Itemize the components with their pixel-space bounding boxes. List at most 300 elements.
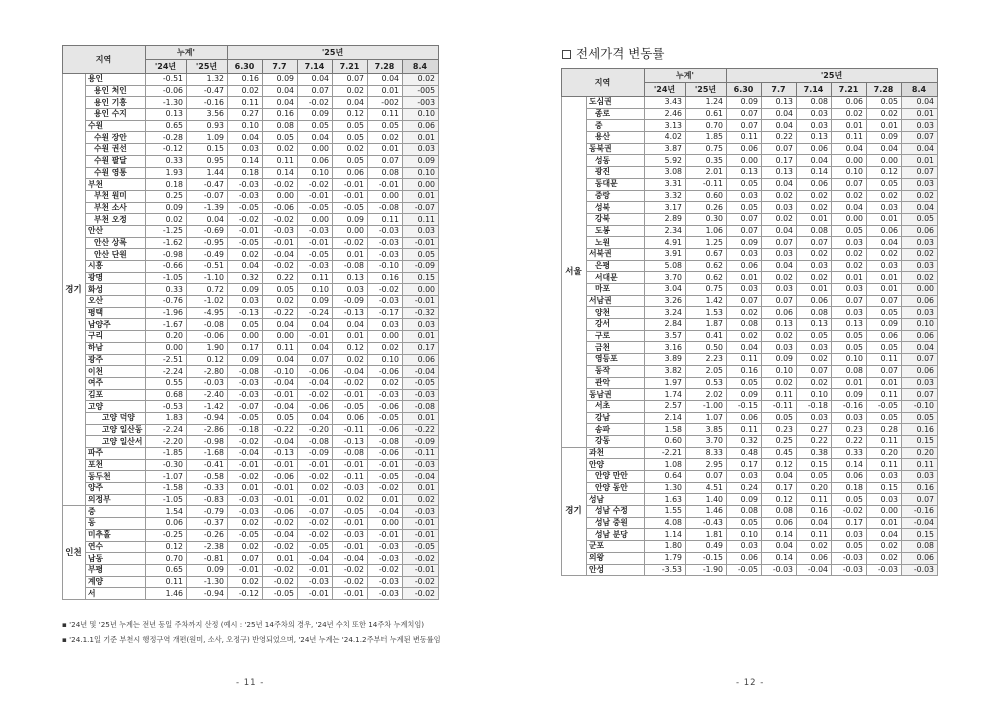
row-value-cell: 0.10 [298, 284, 333, 296]
row-value-cell: 0.11 [228, 97, 263, 109]
row-value-cell: 0.10 [298, 167, 333, 179]
row-value-cell: 0.02 [762, 330, 797, 342]
row-value-cell: 0.17 [762, 155, 797, 167]
row-region-name: 종로 [587, 108, 645, 120]
row-value-cell: -0.05 [228, 237, 263, 249]
row-value-cell: -0.02 [263, 261, 298, 273]
row-value-cell: 0.15 [902, 529, 938, 541]
row-value-cell: 3.56 [187, 109, 228, 121]
row-value-cell: 0.00 [228, 331, 263, 343]
row-value-cell: 0.08 [263, 120, 298, 132]
checkbox-square-icon [562, 50, 571, 59]
row-value-cell: -0.04 [263, 401, 298, 413]
row-value-cell: -0.01 [403, 529, 439, 541]
row-value-cell: 0.05 [902, 213, 938, 225]
row-region-name: 성남 [587, 494, 645, 506]
row-value-cell: 0.08 [797, 225, 832, 237]
table-row [63, 366, 439, 378]
row-value-cell: -0.13 [263, 448, 298, 460]
row-value-cell: 0.02 [333, 494, 368, 506]
row-value-cell: 0.01 [832, 272, 867, 284]
row-value-cell: 0.07 [902, 494, 938, 506]
footnotes [62, 620, 482, 645]
row-value-cell: 0.26 [686, 202, 727, 214]
row-value-cell: 0.06 [797, 178, 832, 190]
row-region-name: 양천 [587, 307, 645, 319]
row-value-cell: 0.01 [867, 377, 902, 389]
row-value-cell: 0.05 [333, 155, 368, 167]
row-value-cell: -0.04 [263, 529, 298, 541]
row-value-cell: 0.11 [867, 389, 902, 401]
row-value-cell: 0.03 [902, 377, 938, 389]
row-value-cell: 0.01 [797, 284, 832, 296]
row-value-cell: -0.06 [368, 401, 403, 413]
row-value-cell: -0.01 [228, 459, 263, 471]
row-value-cell: -0.53 [146, 401, 187, 413]
row-value-cell: -0.01 [333, 459, 368, 471]
row-value-cell: -0.01 [298, 564, 333, 576]
row-value-cell: -0.13 [228, 307, 263, 319]
row-value-cell: -0.66 [146, 261, 187, 273]
row-value-cell: -0.06 [263, 506, 298, 518]
row-region-name: 동북권 [587, 143, 645, 155]
row-value-cell: 0.03 [902, 471, 938, 483]
row-value-cell: 1.83 [146, 412, 187, 424]
row-value-cell: 1.53 [686, 307, 727, 319]
table-row [63, 436, 439, 448]
row-value-cell: 0.04 [902, 97, 938, 109]
row-value-cell: 0.03 [727, 471, 762, 483]
table-row [562, 424, 938, 436]
row-value-cell: 0.17 [832, 517, 867, 529]
row-value-cell: -0.05 [727, 564, 762, 576]
row-value-cell: 0.09 [146, 202, 187, 214]
table-row [63, 448, 439, 460]
row-value-cell: 0.03 [403, 319, 439, 331]
row-value-cell: 0.16 [263, 109, 298, 121]
row-value-cell: 0.04 [832, 202, 867, 214]
row-value-cell: 0.03 [762, 342, 797, 354]
row-value-cell: 0.04 [762, 120, 797, 132]
row-value-cell: -0.06 [368, 424, 403, 436]
row-value-cell: 0.01 [333, 249, 368, 261]
row-value-cell: 0.04 [797, 517, 832, 529]
row-value-cell: 0.03 [832, 307, 867, 319]
row-value-cell: -0.08 [333, 448, 368, 460]
table-row [63, 494, 439, 506]
row-value-cell: -0.11 [333, 471, 368, 483]
row-value-cell: 0.12 [333, 109, 368, 121]
row-value-cell: 0.14 [832, 459, 867, 471]
table-row [63, 564, 439, 576]
table-row [63, 588, 439, 600]
row-value-cell: 0.10 [228, 120, 263, 132]
row-value-cell: 0.03 [797, 260, 832, 272]
row-value-cell: -0.03 [867, 564, 902, 576]
row-value-cell: 0.00 [368, 331, 403, 343]
row-value-cell: 0.00 [333, 225, 368, 237]
row-value-cell: -0.02 [298, 529, 333, 541]
row-value-cell: 0.15 [867, 482, 902, 494]
table-row [562, 132, 938, 144]
row-value-cell: 0.49 [686, 541, 727, 553]
row-value-cell: 0.11 [727, 424, 762, 436]
row-value-cell: 0.01 [403, 483, 439, 495]
row-value-cell: -0.01 [403, 296, 439, 308]
row-value-cell: 0.05 [333, 132, 368, 144]
row-value-cell: -0.08 [403, 401, 439, 413]
row-value-cell: 0.16 [228, 74, 263, 86]
row-value-cell: 0.04 [228, 261, 263, 273]
table-row [63, 389, 439, 401]
row-value-cell: -1.39 [187, 202, 228, 214]
row-value-cell: 0.06 [727, 412, 762, 424]
table-row [63, 331, 439, 343]
header-week: 7.28 [368, 60, 403, 74]
row-value-cell: 0.03 [762, 202, 797, 214]
row-value-cell: 0.22 [832, 435, 867, 447]
row-value-cell: -0.05 [228, 529, 263, 541]
row-value-cell: 0.07 [333, 74, 368, 86]
row-value-cell: 0.07 [797, 365, 832, 377]
row-value-cell: -0.03 [228, 389, 263, 401]
row-value-cell: 1.80 [645, 541, 686, 553]
row-region-name: 고양 덕양 [86, 412, 146, 424]
row-value-cell: 0.75 [686, 143, 727, 155]
row-region-name: 성남 분당 [587, 529, 645, 541]
row-value-cell: 0.04 [298, 74, 333, 86]
table-row [63, 307, 439, 319]
row-value-cell: 1.79 [645, 552, 686, 564]
right-page [500, 0, 1000, 708]
row-region-name: 수원 [86, 120, 146, 132]
row-value-cell: 2.05 [686, 365, 727, 377]
row-value-cell: 0.07 [867, 365, 902, 377]
row-value-cell: 1.46 [686, 506, 727, 518]
row-value-cell: 0.03 [832, 412, 867, 424]
row-value-cell: 0.03 [368, 319, 403, 331]
row-value-cell: 1.58 [645, 424, 686, 436]
row-value-cell: 0.02 [867, 190, 902, 202]
row-value-cell: 0.04 [762, 541, 797, 553]
row-value-cell: -1.25 [146, 225, 187, 237]
row-value-cell: -0.02 [333, 564, 368, 576]
row-value-cell: 0.11 [727, 354, 762, 366]
row-value-cell: 0.11 [867, 459, 902, 471]
row-value-cell: 0.01 [867, 213, 902, 225]
row-value-cell: -0.01 [403, 237, 439, 249]
row-value-cell: 0.04 [902, 342, 938, 354]
table-row [63, 553, 439, 565]
table-row [562, 272, 938, 284]
row-value-cell: 0.03 [762, 248, 797, 260]
row-region-name: 중랑 [587, 190, 645, 202]
table-row [562, 529, 938, 541]
row-value-cell: 0.72 [187, 284, 228, 296]
row-value-cell: 0.04 [263, 319, 298, 331]
row-value-cell: 0.00 [263, 190, 298, 202]
row-value-cell: 0.02 [368, 342, 403, 354]
row-value-cell: 3.13 [645, 120, 686, 132]
row-value-cell: 1.09 [187, 132, 228, 144]
row-value-cell: 0.05 [403, 249, 439, 261]
row-value-cell: 0.05 [727, 377, 762, 389]
row-value-cell: -0.08 [228, 366, 263, 378]
row-value-cell: 0.05 [797, 330, 832, 342]
row-value-cell: 0.15 [797, 459, 832, 471]
row-value-cell: 0.08 [797, 307, 832, 319]
row-value-cell: 4.08 [645, 517, 686, 529]
row-value-cell: 0.93 [187, 120, 228, 132]
row-value-cell: -1.02 [187, 296, 228, 308]
row-region-name: 강남 [587, 412, 645, 424]
row-value-cell: 0.06 [333, 412, 368, 424]
row-value-cell: -0.03 [368, 389, 403, 401]
row-value-cell: -0.08 [368, 436, 403, 448]
table-row [562, 284, 938, 296]
row-value-cell: 4.91 [645, 237, 686, 249]
row-value-cell: -0.01 [333, 389, 368, 401]
row-value-cell: 0.03 [797, 412, 832, 424]
row-value-cell: 0.08 [832, 365, 867, 377]
row-value-cell: -0.47 [187, 85, 228, 97]
row-value-cell: 0.04 [333, 319, 368, 331]
table-row [63, 506, 439, 518]
header-region: 지역 [562, 69, 645, 97]
row-region-name: 성남 수정 [587, 506, 645, 518]
row-value-cell: -0.09 [403, 261, 439, 273]
row-value-cell: 0.04 [867, 237, 902, 249]
row-value-cell: -0.06 [368, 366, 403, 378]
row-region-name: 안양 [587, 459, 645, 471]
row-value-cell: 0.12 [762, 459, 797, 471]
row-value-cell: 0.03 [902, 307, 938, 319]
row-value-cell: -1.00 [686, 400, 727, 412]
row-value-cell: 0.06 [762, 517, 797, 529]
row-value-cell: 0.05 [263, 284, 298, 296]
row-value-cell: 0.04 [762, 260, 797, 272]
row-value-cell: -2.51 [146, 354, 187, 366]
row-value-cell: -2.86 [187, 424, 228, 436]
row-value-cell: 0.03 [403, 225, 439, 237]
row-value-cell: -0.33 [187, 483, 228, 495]
row-value-cell: 0.11 [403, 214, 439, 226]
row-value-cell: -0.05 [228, 202, 263, 214]
row-value-cell: 0.70 [146, 553, 187, 565]
row-value-cell: -0.02 [368, 284, 403, 296]
row-value-cell: -0.01 [263, 389, 298, 401]
row-region-name: 은평 [587, 260, 645, 272]
row-value-cell: 0.11 [368, 214, 403, 226]
row-value-cell: -0.04 [263, 377, 298, 389]
row-value-cell: 0.06 [902, 365, 938, 377]
row-value-cell: 0.04 [762, 225, 797, 237]
row-value-cell: 0.04 [762, 178, 797, 190]
row-value-cell: 0.06 [797, 143, 832, 155]
row-value-cell: 3.08 [645, 167, 686, 179]
row-value-cell: 0.06 [762, 307, 797, 319]
row-value-cell: 0.05 [832, 330, 867, 342]
row-value-cell: 0.03 [228, 296, 263, 308]
header-week: 6.30 [727, 83, 762, 97]
row-value-cell: 3.26 [645, 295, 686, 307]
row-value-cell: -0.03 [228, 179, 263, 191]
row-value-cell: 0.16 [797, 506, 832, 518]
row-value-cell: 0.05 [902, 412, 938, 424]
row-value-cell: 0.07 [762, 295, 797, 307]
row-value-cell: -0.04 [333, 553, 368, 565]
row-value-cell: 0.04 [263, 97, 298, 109]
table-row [63, 272, 439, 284]
row-value-cell: 0.41 [686, 330, 727, 342]
row-value-cell: 1.32 [187, 74, 228, 86]
row-value-cell: -1.42 [187, 401, 228, 413]
row-value-cell: 1.81 [686, 529, 727, 541]
table-row [63, 261, 439, 273]
row-value-cell: 0.11 [263, 155, 298, 167]
row-value-cell: 0.08 [727, 506, 762, 518]
row-value-cell: 0.09 [228, 284, 263, 296]
row-value-cell: 0.02 [762, 272, 797, 284]
row-value-cell: 0.04 [797, 155, 832, 167]
row-value-cell: 0.05 [867, 178, 902, 190]
row-value-cell: -0.03 [832, 564, 867, 576]
row-value-cell: 0.05 [832, 494, 867, 506]
table-row [63, 518, 439, 530]
row-value-cell: 0.03 [797, 108, 832, 120]
row-value-cell: -0.03 [368, 588, 403, 600]
row-value-cell: 0.02 [797, 272, 832, 284]
row-value-cell: -0.03 [902, 564, 938, 576]
row-value-cell: 0.06 [902, 552, 938, 564]
row-value-cell: -1.30 [187, 576, 228, 588]
row-region-name: 성동 [587, 155, 645, 167]
row-value-cell: 0.02 [867, 248, 902, 260]
row-value-cell: 0.07 [727, 108, 762, 120]
row-value-cell: 1.07 [686, 412, 727, 424]
row-value-cell: 0.11 [762, 389, 797, 401]
header-week: 7.28 [867, 83, 902, 97]
table-row [562, 412, 938, 424]
row-region-name: 양주 [86, 483, 146, 495]
row-value-cell: 0.07 [686, 471, 727, 483]
row-value-cell: 0.02 [797, 541, 832, 553]
row-value-cell: -0.15 [686, 552, 727, 564]
row-value-cell: -2.40 [187, 389, 228, 401]
row-value-cell: 0.09 [298, 296, 333, 308]
row-value-cell: 0.16 [727, 365, 762, 377]
row-value-cell: -0.51 [187, 261, 228, 273]
row-value-cell: -005 [403, 85, 439, 97]
row-value-cell: -0.03 [298, 261, 333, 273]
row-value-cell: 0.02 [298, 483, 333, 495]
row-region-name: 안성 [587, 564, 645, 576]
row-value-cell: 0.13 [832, 319, 867, 331]
row-value-cell: 0.10 [727, 529, 762, 541]
row-region-name: 중 [587, 120, 645, 132]
row-value-cell: 0.02 [333, 144, 368, 156]
row-value-cell: 0.06 [797, 552, 832, 564]
row-value-cell: 0.03 [762, 284, 797, 296]
row-region-name: 동두천 [86, 471, 146, 483]
row-value-cell: 0.16 [902, 482, 938, 494]
row-region-name: 광명 [86, 272, 146, 284]
row-value-cell: 0.11 [867, 354, 902, 366]
row-value-cell: -0.41 [187, 459, 228, 471]
row-value-cell: -0.17 [368, 307, 403, 319]
row-region-name: 의왕 [587, 552, 645, 564]
row-value-cell: -0.07 [228, 401, 263, 413]
row-value-cell: 0.05 [368, 120, 403, 132]
row-value-cell: -0.04 [368, 506, 403, 518]
row-region-name: 구리 [86, 331, 146, 343]
row-value-cell: 5.08 [645, 260, 686, 272]
row-value-cell: -0.94 [187, 412, 228, 424]
row-value-cell: 0.04 [263, 85, 298, 97]
row-value-cell: 5.92 [645, 155, 686, 167]
row-value-cell: 0.28 [867, 424, 902, 436]
row-value-cell: -0.02 [333, 377, 368, 389]
row-region-name: 서대문 [587, 272, 645, 284]
row-value-cell: -0.95 [187, 237, 228, 249]
row-region-name: 동남권 [587, 389, 645, 401]
row-region-name: 수원 영통 [86, 167, 146, 179]
row-value-cell: 0.04 [727, 342, 762, 354]
row-region-name: 안산 [86, 225, 146, 237]
row-value-cell: 0.02 [727, 330, 762, 342]
row-value-cell: 0.67 [686, 248, 727, 260]
row-value-cell: 0.04 [263, 354, 298, 366]
row-value-cell: 0.62 [686, 272, 727, 284]
row-value-cell: -0.01 [298, 237, 333, 249]
row-value-cell: -0.08 [368, 202, 403, 214]
row-value-cell: -0.09 [333, 296, 368, 308]
row-value-cell: 0.04 [368, 74, 403, 86]
row-value-cell: -0.03 [228, 506, 263, 518]
row-region-name: 남동 [86, 553, 146, 565]
row-value-cell: -0.05 [263, 588, 298, 600]
table-row [562, 307, 938, 319]
row-value-cell: -1.07 [146, 471, 187, 483]
row-value-cell: 1.42 [686, 295, 727, 307]
row-value-cell: 0.04 [228, 132, 263, 144]
left-data-table [62, 45, 439, 600]
row-value-cell: 1.85 [686, 132, 727, 144]
row-value-cell: -0.06 [146, 85, 187, 97]
row-value-cell: 0.02 [403, 74, 439, 86]
row-value-cell: 0.05 [832, 342, 867, 354]
row-value-cell: 0.04 [762, 108, 797, 120]
row-value-cell: 0.65 [146, 564, 187, 576]
row-value-cell: 0.27 [228, 109, 263, 121]
row-value-cell: -0.20 [298, 424, 333, 436]
row-value-cell: 0.02 [228, 249, 263, 261]
row-value-cell: 0.02 [762, 213, 797, 225]
row-region-name: 용인 [86, 74, 146, 86]
row-value-cell: 0.00 [902, 284, 938, 296]
row-value-cell: -0.02 [298, 471, 333, 483]
row-value-cell: 0.13 [146, 109, 187, 121]
row-value-cell: 0.70 [686, 120, 727, 132]
row-value-cell: -0.76 [146, 296, 187, 308]
row-value-cell: 0.05 [832, 541, 867, 553]
row-value-cell: 0.30 [686, 213, 727, 225]
table-row [562, 482, 938, 494]
row-value-cell: 0.02 [333, 85, 368, 97]
row-value-cell: -0.02 [298, 389, 333, 401]
row-value-cell: -0.03 [368, 237, 403, 249]
row-value-cell: 0.01 [867, 284, 902, 296]
